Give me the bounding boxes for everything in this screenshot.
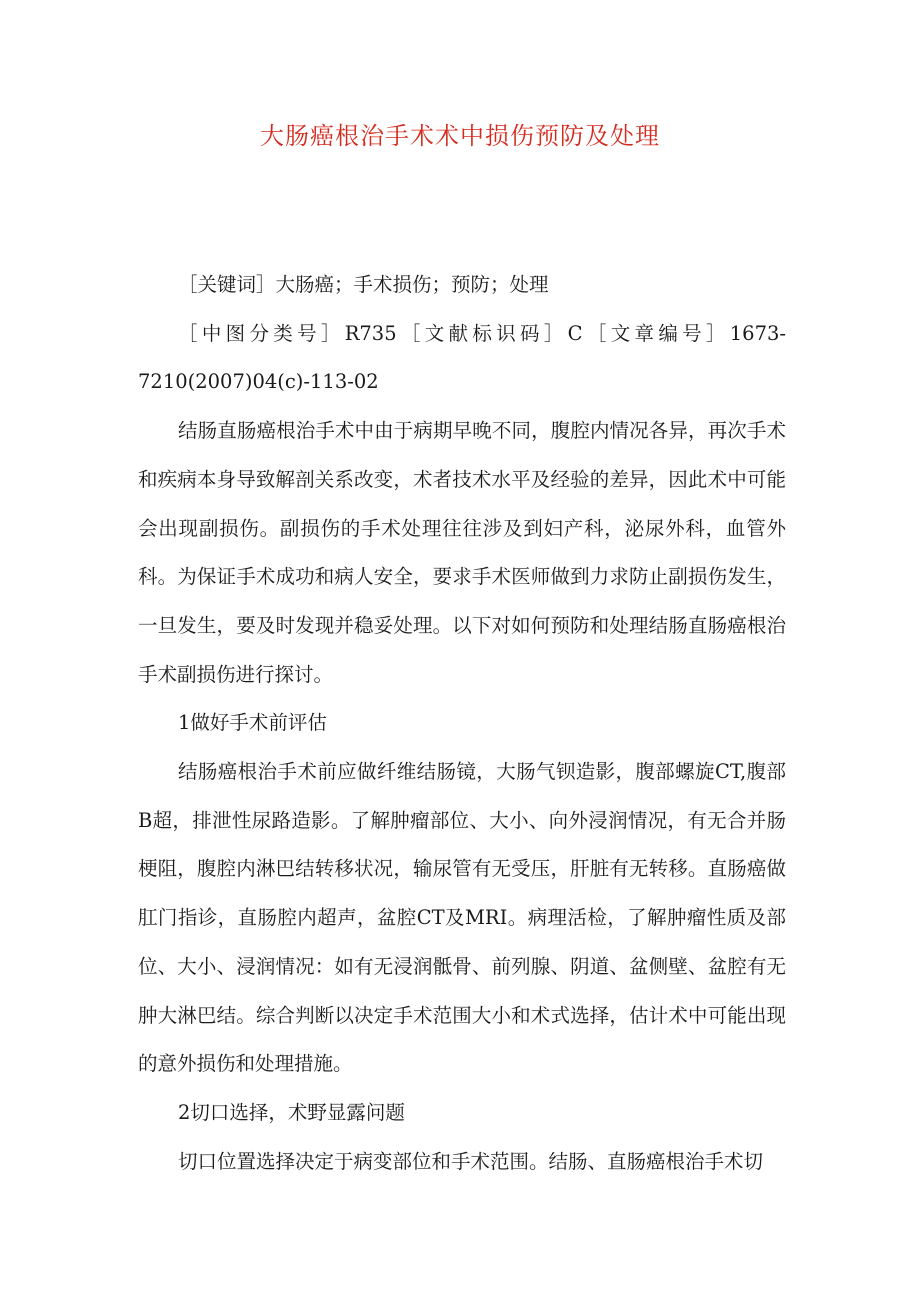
section2-heading: 2切口选择，术野显露问题	[178, 1100, 405, 1124]
section2-paragraph: 切口位置选择决定于病变部位和手术范围。结肠、直肠癌根治手术切	[178, 1149, 764, 1173]
section1-heading: 1做好手术前评估	[178, 711, 327, 735]
classification-line: ［中图分类号］R735［文献标识码］C［文章编号］1673-7210(2007)04(c)-113-02	[138, 321, 786, 394]
document-body	[138, 261, 786, 1186]
keywords-line: ［关键词］大肠癌；手术损伤；预防；处理	[178, 273, 549, 296]
section1-paragraph: 结肠癌根治手术前应做纤维结肠镜，大肠气钡造影，腹部螺旋CT,腹部B超，排泄性尿路造影。了解肿瘤部位、大小、向外浸润情况，有无合并肠梗阻，腹腔内淋巴结转移状况，输尿管有无受压，肝脏有无转移。直肠癌做肛门指诊，直肠腔内超声，盆腔CT及MRI。病理活检，了解肿瘤性质及部位、大小、浸润情况：如有无浸润骶骨、前列腺、阴道、盆侧壁、盆腔有无肿大淋巴结。综合判断以决定手术范围大小和术式选择，估计术中可能出现的意外损伤和处理措施。	[138, 760, 786, 1076]
document-title: 大肠癌根治手术术中损伤预防及处理	[260, 122, 660, 150]
intro-paragraph: 结肠直肠癌根治手术中由于病期早晚不同，腹腔内情况各异，再次手术和疾病本身导致解剖关系改变，术者技术水平及经验的差异，因此术中可能会出现副损伤。副损伤的手术处理往往涉及到妇产科，泌尿外科，血管外科。为保证手术成功和病人安全，要求手术医师做到力求防止副损伤发生，一旦发生，要及时发现并稳妥处理。以下对如何预防和处理结肠直肠癌根治手术副损伤进行探讨。	[138, 419, 786, 686]
